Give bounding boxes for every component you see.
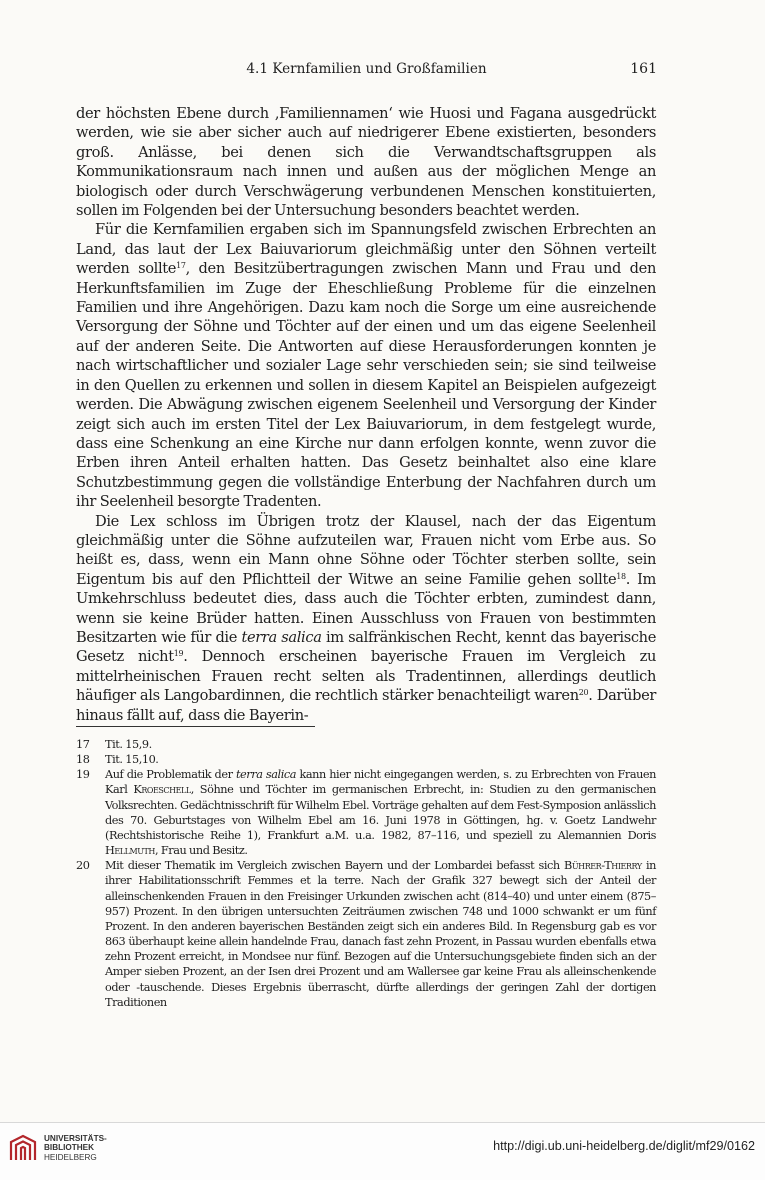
footnote-text (105, 858, 656, 1010)
page-number: 161 (630, 61, 657, 77)
footnotes (76, 737, 656, 1010)
text-run: Mit dieser Thematik im Vergleich zwischen Bayern und der Lombardei befasst sich (105, 859, 560, 873)
text-run: Die Lex schloss im Übrigen trotz der Klausel, nach der das Eigentum gleichmäßig unter die Söhne aufzuteilen war, Frauen nicht vom Erbe aus. So heißt es, dass, wenn ein Mann ohne Söhne oder Töchter sterben sollte, sein Eigentum bis auf den Pflichtteil der Witwe an seine Familie gehen sollte (76, 512, 656, 588)
footnote-ref-20[interactable]: 20 (578, 688, 589, 698)
paragraph-1: der höchsten Ebene durch ‚Familiennamen‘ wie Huosi und Fagana ausgedrückt werden, wie sie aber sicher auch auf niedrigerer Ebene existierten, besonders groß. Anlässe, bei denen sich die Verwandtschaftsgruppen als Kommunikationsraum nach innen und außen aus der möglichen Menge an biologisch oder durch Verschwägerung verbundenen Menschen konstituierten, sollen im Folgenden bei der Untersuchung besonders beachtet werden. (76, 105, 656, 220)
footnote-number: 19 (76, 768, 90, 782)
author-name: Hellmuth (105, 844, 155, 858)
author-name: Kroeschell (133, 783, 191, 797)
library-logo[interactable] (8, 1133, 107, 1163)
logo-line-3: HEIDELBERG (44, 1152, 97, 1162)
italic-term: terra salica (241, 628, 322, 646)
library-logo-text (44, 1134, 107, 1163)
footnote-ref-17[interactable]: 17 (176, 261, 186, 271)
text-run: . Im Umkehrschluss bedeutet dies, dass auch die Töchter erbten, zumindest dann, wenn sie keine Brüder hatten. Einen Ausschluss von Frauen von bestimmten Besitzarten wie für die (76, 570, 657, 646)
text-run: Für die Kernfamilien ergaben sich im Spannungsfeld zwischen Erbrechten an Land, das laut der Lex Baiuvariorum gleichmäßig unter den Söhnen verteilt werden sollte (76, 221, 656, 278)
footnote-text: Tit. 15,10. (105, 753, 159, 767)
text-run: Auf die Problematik der (105, 768, 233, 782)
page-header (76, 61, 657, 83)
source-url-link[interactable]: http://digi.ub.uni-heidelberg.de/diglit/mf29/0162 (493, 1139, 755, 1153)
footnote-number: 17 (76, 738, 90, 751)
footnote-text (105, 767, 656, 858)
footnote-separator (76, 726, 315, 727)
author-name: Bührer-Thierry (564, 859, 642, 873)
viewer-footer (0, 1122, 765, 1180)
text-run: , den Besitzübertragungen zwischen Mann und Frau und den Herkunftsfamilien im Zuge der Eheschließung Probleme für die einzelnen Familien und ihre Angehörigen. Dazu kam noch die Sorge um eine ausreichende Versorgung der Söhne und Töchter auf der einen und um das eigene Seelenheil auf der anderen Seite. Die Antworten auf diese Herausforderungen konnten je nach wirtschaftlicher und sozialer Lage sehr verschieden sein; sie sind teilweise in den Quellen zu erkennen und sollen in diesem Kapitel an Beispielen aufgezeigt werden. Die Abwägung zwischen eigenem Seelenheil und Versorgung der Kinder zeigt sich auch im ersten Titel der Lex Baiuvariorum, in dem festgelegt wurde, dass eine Schenkung an eine Kirche nur dann erfolgen konnte, wenn zuvor die Erben ihren Anteil erhalten hatten. Das Gesetz beinhaltet also eine klare Schutzbestimmung gegen die vollständige Enterbung der Nachfahren durch um ihr Seelenheil besorgte Tradenten. (76, 260, 657, 511)
footnote-ref-18[interactable]: 18 (616, 571, 626, 581)
text-run: im salfränkischen Recht, kennt das bayerische Gesetz nicht (76, 628, 657, 666)
footnote-number: 20 (76, 859, 90, 873)
paragraph-2 (76, 220, 656, 511)
footnote-ref-19[interactable]: 19 (173, 649, 184, 659)
italic-term: terra salica (235, 768, 297, 782)
text-run: . Darüber hinaus fällt auf, dass die Bayerin- (76, 687, 656, 724)
footnote-20 (76, 858, 656, 1010)
text-run: kann hier nicht eingegangen werden, s. zu Erbrechten von Frauen Karl (105, 768, 656, 797)
footnote-19 (76, 767, 656, 858)
paragraph-3 (76, 512, 656, 725)
library-logo-icon (8, 1133, 38, 1163)
running-head: 4.1 Kernfamilien und Großfamilien (246, 61, 487, 77)
footnote-number: 18 (76, 753, 90, 767)
text-run: . Dennoch erscheinen bayerische Frauen im Vergleich zu mittelrheinischen Frauen recht selten als Tradentinnen, allerdings deutlich häufiger als Langobardinnen, die rechtlich stärker benachteiligt waren (76, 648, 657, 705)
footnote-18 (76, 752, 656, 767)
text-run: , Söhne und Töchter im germanischen Erbrecht, in: Studien zu den germanischen Volksrechten. Gedächtnisschrift für Wilhelm Ebel. Vorträge gehalten auf dem Fest-Symposion anlässlich des 70. Geburtstages von Wilhelm Ebel am 16. Juni 1978 in Göttingen, hg. v. Goetz Landwehr (Rechtshistorische Reihe 1), Frankfurt a.M. u.a. 1982, 87–116, und speziell zu Alemannien Doris (105, 783, 656, 842)
footnote-text: Tit. 15,9. (105, 738, 152, 751)
text-run: in ihrer Habilitationsschrift Femmes et la terre. Nach der Grafik 327 bewegt sich der Anteil der alleinschenkenden Frauen in den Freisinger Urkunden zwischen acht (814–40) und unter einem (875–957) Prozent. In den übrigen untersuchten Zeiträumen zwischen 748 und 1000 schwankt er um fünf Prozent. In den anderen bayerischen Beständen zeigt sich ein anderes Bild. In Regensburg gab es vor 863 überhaupt keine allein handelnde Frau, danach fast zehn Prozent, in Passau wurden ebenfalls etwa zehn Prozent erreicht, in Mondsee nur fünf. Bezogen auf die Untersuchungsgebiete finden sich an der Amper sieben Prozent, an der Isen drei Prozent und am Wallersee gar keine Frau als alleinschenkende oder -tauschende. Dieses Ergebnis überrascht, dürfte allerdings der geringen Zahl der dortigen Traditionen (105, 859, 656, 1009)
text-run: , Frau und Besitz. (154, 844, 248, 858)
footnote-17 (76, 737, 656, 752)
main-text (76, 104, 656, 725)
logo-line-2: BIBLIOTHEK (44, 1143, 95, 1153)
logo-line-1: UNIVERSITÄTS- (44, 1133, 107, 1143)
